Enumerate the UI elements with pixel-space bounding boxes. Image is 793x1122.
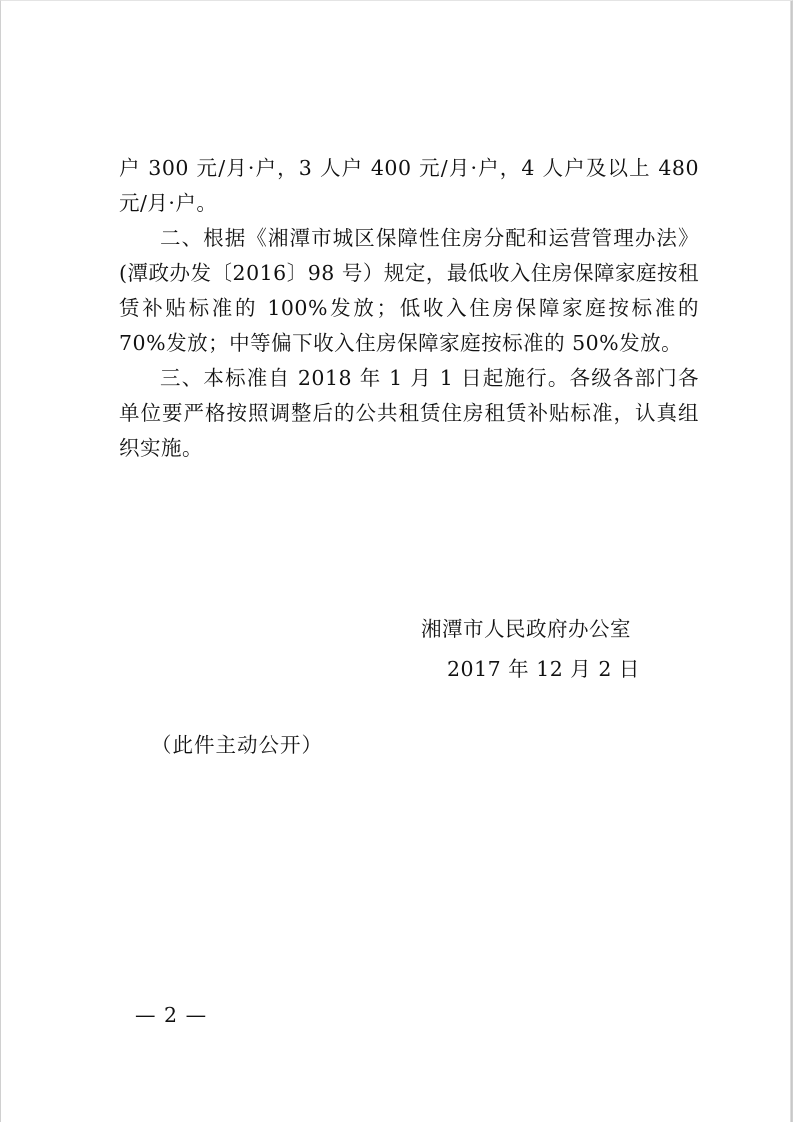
body-text [119,151,699,466]
disclosure-note: （此件主动公开） [151,733,323,757]
signature-organization: 湘潭市人民政府办公室 [421,617,631,641]
paragraph-rent-amounts: 户 300 元/月·户，3 人户 400 元/月·户，4 人户及以上 480 元/月·户。 [119,156,699,215]
page-edge-shadow [790,1,792,1122]
paragraph-section-three: 三、本标准自 2018 年 1 月 1 日起施行。各级各部门各单位要严格按照调整后的公共租赁住房租赁补贴标准，认真组织实施。 [119,366,699,460]
signature-date: 2017 年 12 月 2 日 [447,657,640,681]
signature-block [421,609,681,689]
page-number: — 2 — [135,1003,208,1027]
paragraph-section-two: 二、根据《湘潭市城区保障性住房分配和运营管理办法》(潭政办发〔2016〕98 号）规定，最低收入住房保障家庭按租赁补贴标准的 100%发放；低收入住房保障家庭按标准的 70%发放；中等偏下收入住房保障家庭按标准的 50%发放。 [119,226,699,355]
